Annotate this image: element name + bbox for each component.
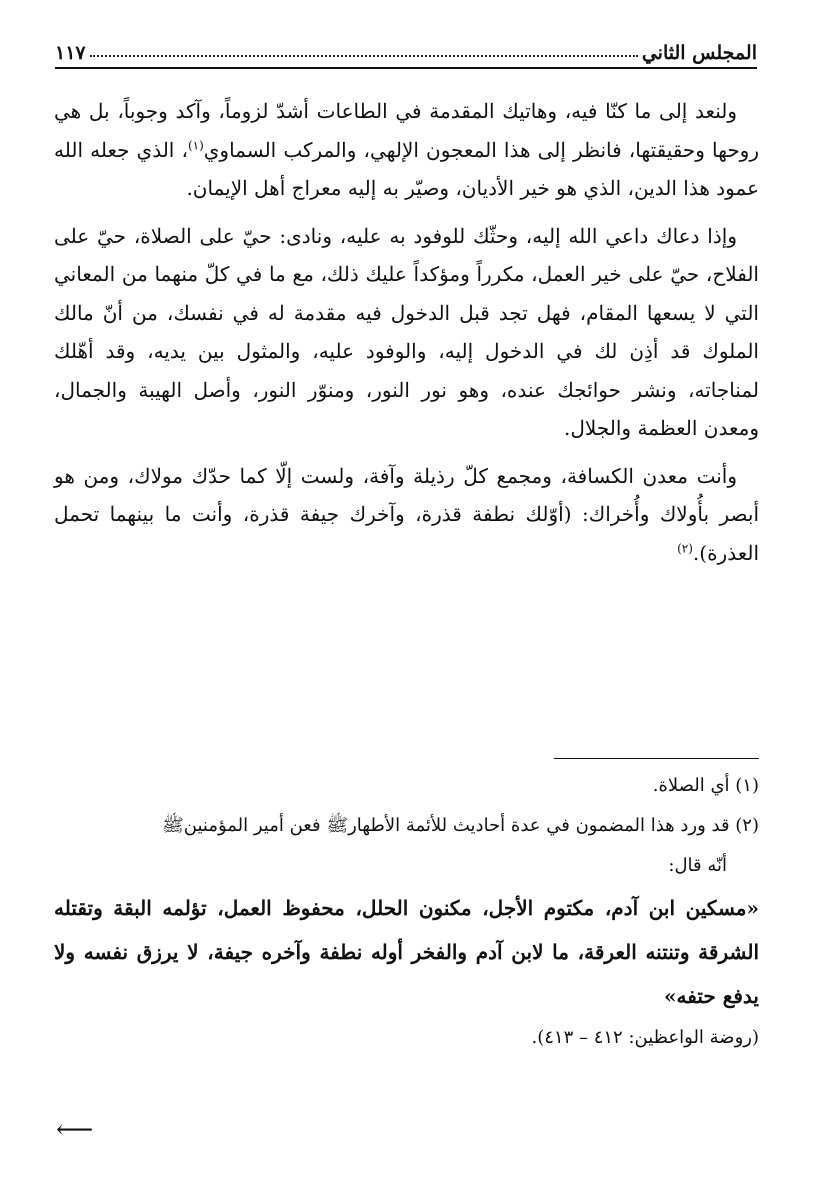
header-leader-dots — [90, 55, 638, 57]
main-text — [54, 92, 759, 581]
footnote-1: (١) أي الصلاة. — [652, 775, 759, 796]
paragraph-2: وإذا دعاك داعي الله إليه، وحثّك للوفود به عليه، ونادى: حيّ على الصلاة، حيّ على الفلاح، حيّ على خير العمل، مكرراً ومؤكداً عليك ذلك، مع ما في كلّ منهما من المعاني التي لا يسعها المقام، فهل تجد قبل الدخول فيه مقدمة له في نفسك، من أنّ مالك الملوك قد أذِن لك في الدخول إليه، والوفود عليه، والمثول بين يديه، وقد أهّلك لمناجاته، ونشر حوائجك عنده، وهو نور النور، ومنوّر النور، وأصل الهيبة والجمال، ومعدن العظمة والجلال. — [54, 223, 759, 440]
quote-source: (روضة الواعظين: ٤١٢ – ٤١٣). — [531, 1027, 759, 1048]
hadith-quote: «مسكين ابن آدم، مكتوم الأجل، مكنون الحلل، محفوظ العمل، تؤلمه البقة وتقتله الشرقة وتنتنه العرقة، ما لابن آدم والفخر أوله نطفة وآخره جيفة، لا يرزق نفسه ولا يدفع حتفه» — [54, 896, 759, 1008]
footnote-2-continued: أنّه قال: — [668, 855, 727, 876]
paragraph-3-text: وأنت معدن الكسافة، ومجمع كلّ رذيلة وآفة، ولست إلّا كما حدّك مولاك، ومن هو أبصر بأُولاك وأُخراك: (أوّلك نطفة قذرة، وآخرك جيفة قذرة، وأنت ما بينهما تحمل العذرة). — [54, 463, 759, 565]
footnote-2: (٢) قد ورد هذا المضمون في عدة أحاديث للأئمة الأطهارﷺ فعن أمير المؤمنينﷺ — [162, 815, 759, 836]
footnote-separator — [554, 758, 759, 759]
footnote-ref-1[interactable]: (١) — [187, 137, 204, 152]
page-number: ١١٧ — [55, 42, 86, 64]
paragraph-1 — [54, 92, 759, 208]
paragraph-1-end: ، الذي جعله الله عمود هذا الدين، الذي هو خير الأديان، وصيّر به إليه معراج أهل الإيمان. — [54, 137, 759, 200]
paragraph-3 — [54, 457, 759, 573]
continuation-arrow-icon: ⟵ — [56, 1115, 94, 1145]
footnotes — [54, 766, 759, 1058]
footnote-ref-2[interactable]: (٢) — [677, 540, 693, 555]
chapter-title: المجلس الثاني — [641, 42, 757, 64]
running-header — [55, 30, 757, 64]
header-rule — [55, 67, 757, 69]
paragraph-1-text: ولنعد إلى ما كنّا فيه، وهاتيك المقدمة في الطاعات أشدّ لزوماً، وآكد وجوباً، بل هي روحها وحقيقتها، فانظر إلى هذا المعجون الإلهي، والمركب السماوي — [54, 99, 760, 162]
